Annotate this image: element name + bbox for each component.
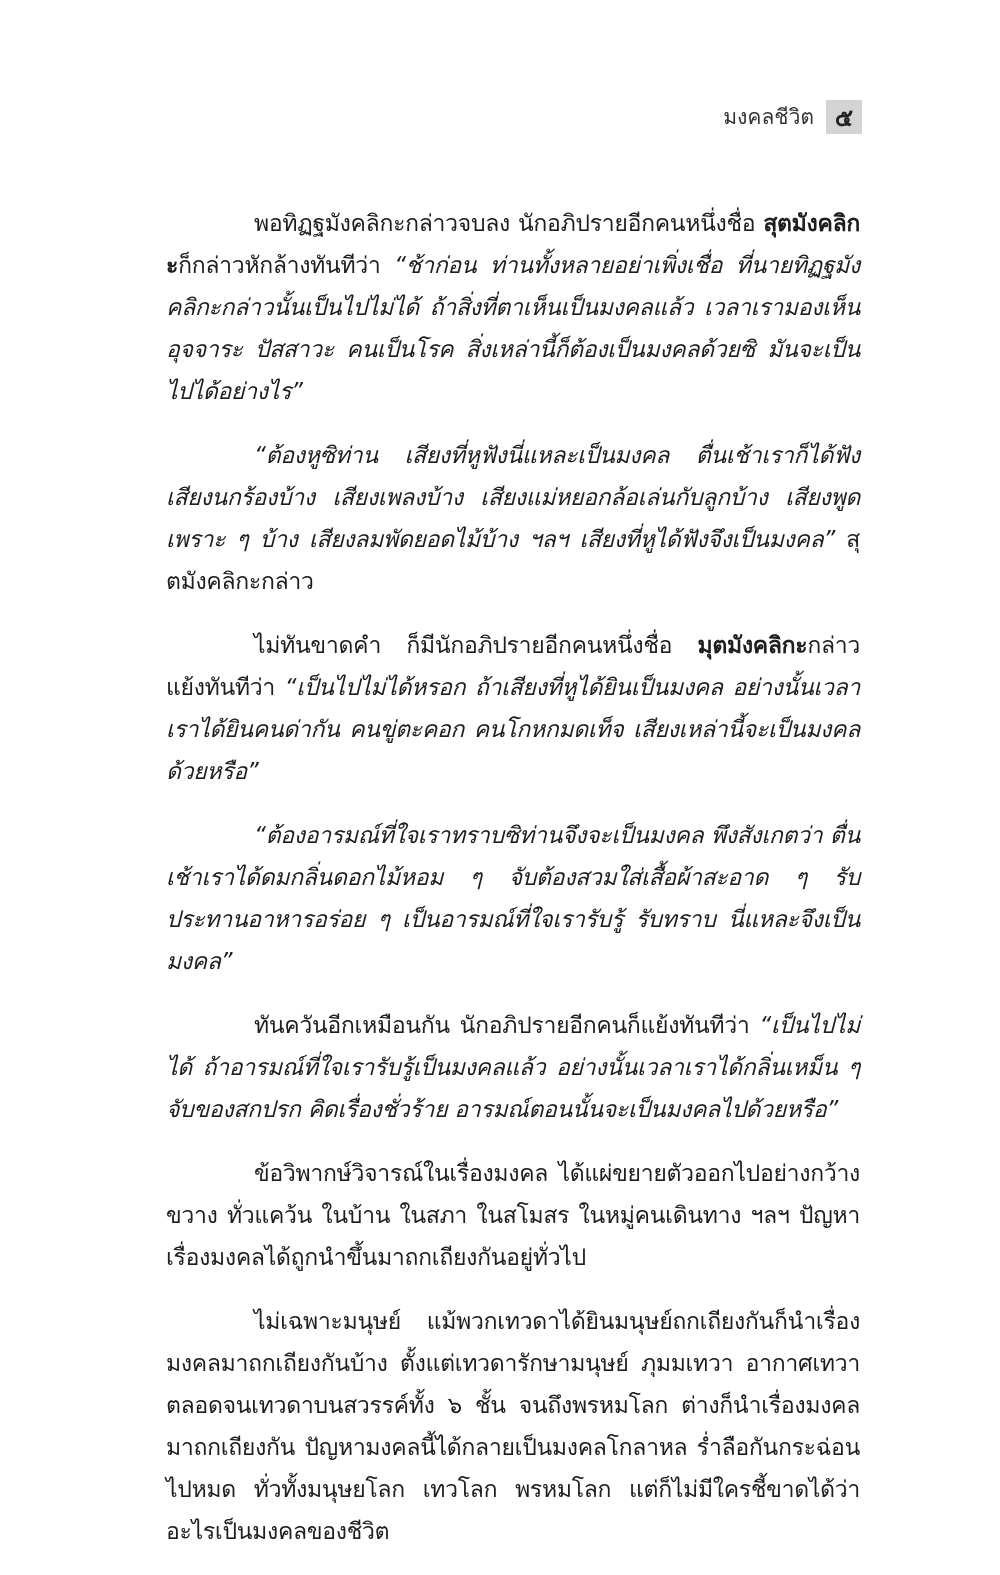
quote: “ต้องอารมณ์ที่ใจเราทราบซิท่านจึงจะเป็นมงคล พึงสังเกตว่า ตื่นเช้าเราได้ดมกลิ่นดอกไม้หอม ๆ จับต้องสวมใส่เสื้อผ้าสะอาด ๆ รับประทานอาหารอร่อย ๆ เป็นอารมณ์ที่ใจเรารับรู้ รับทราบ นี่แหละจึงเป็นมงคล” bbox=[166, 823, 860, 975]
speaker-name: สุตมังคลิกะ bbox=[166, 211, 860, 279]
paragraph-5 bbox=[166, 1005, 860, 1131]
quote: “ต้องหูซิท่าน เสียงที่หูฟังนี่แหละเป็นมงคล ตื่นเช้าเราก็ได้ฟังเสียงนกร้องบ้าง เสียงเพลงบ้าง เสียงแม่หยอกล้อเล่นกับลูกบ้าง เสียงพูดเพราะ ๆ บ้าง เสียงลมพัดยอดไม้บ้าง ฯลฯ เสียงที่หูได้ฟังจึงเป็นมงคล” bbox=[166, 443, 860, 553]
quote: “ช้าก่อน ท่านทั้งหลายอย่าเพิ่งเชื่อ ที่นายทิฏฐมังคลิกะกล่าวนั้นเป็นไปไม่ได้ ถ้าสิ่งที่ตาเห็นเป็นมงคลแล้ว เวลาเรามองเห็นอุจจาระ ปัสสาวะ คนเป็นโรค สิ่งเหล่านี้ก็ต้องเป็นมงคลด้วยซิ มันจะเป็นไปได้อย่างไร” bbox=[166, 253, 860, 405]
quote: “เป็นไปไม่ได้หรอก ถ้าเสียงที่หูได้ยินเป็นมงคล อย่างนั้นเวลาเราได้ยินคนด่ากัน คนขู่ตะคอก คนโกหกมดเท็จ เสียงเหล่านี้จะเป็นมงคลด้วยหรือ” bbox=[166, 675, 860, 785]
narration: ทันควันอีกเหมือนกัน นักอภิปรายอีกคนก็แย้งทันทีว่า bbox=[254, 1013, 760, 1039]
paragraph-6 bbox=[166, 1153, 860, 1279]
narration: ไม่ทันขาดคำ ก็มีนักอภิปรายอีกคนหนึ่งชื่อ bbox=[254, 633, 698, 659]
narration: ไม่เฉพาะมนุษย์ แม้พวกเทวดาได้ยินมนุษย์ถกเถียงกันก็นำเรื่องมงคลมาถกเถียงกันบ้าง ตั้งแต่เทวดารักษามนุษย์ ภุมมเทวา อากาศเทวา ตลอดจนเทวดาบนสวรรค์ทั้ง ๖ ชั้น จนถึงพรหมโลก ต่างก็นำเรื่องมงคลมาถกเถียงกัน ปัญหามงคลนี้ได้กลายเป็นมงคลโกลาหล ร่ำลือกันกระฉ่อนไปหมด ทั่วทั้งมนุษยโลก เทวโลก พรหมโลก แต่ก็ไม่มีใครชี้ขาดได้ว่าอะไรเป็นมงคลของชีวิต bbox=[166, 1309, 860, 1545]
body-text bbox=[166, 203, 860, 1575]
paragraph-2 bbox=[166, 435, 860, 603]
narration: ก็กล่าวหักล้างทันทีว่า bbox=[178, 253, 395, 279]
speaker-name: มุตมังคลิกะ bbox=[697, 633, 808, 659]
narration: พอทิฏฐมังคลิกะกล่าวจบลง นักอภิปรายอีกคนหนึ่งชื่อ bbox=[254, 211, 764, 237]
page-number: ๕ bbox=[826, 100, 862, 134]
paragraph-7 bbox=[166, 1301, 860, 1553]
narration: สุตมังคลิกะกล่าว bbox=[166, 527, 861, 595]
running-header bbox=[723, 100, 862, 134]
narration: กล่าวแย้งทันทีว่า bbox=[166, 633, 860, 701]
quote: “เป็นไปไม่ได้ ถ้าอารมณ์ที่ใจเรารับรู้เป็นมงคลแล้ว อย่างนั้นเวลาเราได้กลิ่นเหม็น ๆ จับของสกปรก คิดเรื่องชั่วร้าย อารมณ์ตอนนั้นจะเป็นมงคลไปด้วยหรือ” bbox=[166, 1013, 860, 1123]
paragraph-4 bbox=[166, 815, 860, 983]
narration: ข้อวิพากษ์วิจารณ์ในเรื่องมงคล ได้แผ่ขยายตัวออกไปอย่างกว้างขวาง ทั่วแคว้น ในบ้าน ในสภา ในสโมสร ในหมู่คนเดินทาง ฯลฯ ปัญหาเรื่องมงคลได้ถูกนำขึ้นมาถกเถียงกันอยู่ทั่วไป bbox=[166, 1161, 860, 1271]
paragraph-3 bbox=[166, 625, 860, 793]
book-title: มงคลชีวิต bbox=[723, 104, 814, 129]
paragraph-1 bbox=[166, 203, 860, 413]
